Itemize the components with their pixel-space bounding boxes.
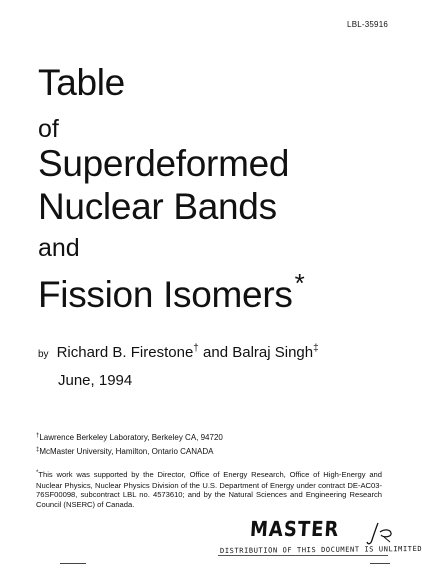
affiliation-mcmaster-mark: ‡ — [36, 447, 40, 453]
master-stamp: MASTER — [249, 517, 340, 542]
affiliation-lbl-mark: † — [36, 433, 40, 439]
title-line-fission-isomers — [38, 268, 305, 315]
funding-footnote-mark: * — [36, 470, 39, 476]
title-line-of: of — [38, 115, 59, 143]
publication-date: June, 1994 — [58, 372, 133, 389]
by-label: by — [38, 349, 49, 360]
title-footnote-mark: * — [294, 268, 305, 298]
handwritten-initials — [364, 520, 394, 548]
affiliation-lbl — [36, 433, 223, 442]
distribution-underline — [218, 555, 388, 556]
affiliation-mcmaster — [36, 447, 213, 456]
scan-mark-left — [60, 563, 86, 564]
title-line-nuclear-bands: Nuclear Bands — [38, 186, 277, 227]
author-firestone-mark: † — [193, 343, 199, 354]
author-line — [38, 344, 319, 361]
distribution-statement: DISTRIBUTION OF THIS DOCUMENT IS UNLIMITED — [219, 544, 422, 556]
title-line-and: and — [38, 234, 80, 262]
title-line-superdeformed: Superdeformed — [38, 143, 290, 184]
funding-footnote — [36, 470, 382, 510]
author-singh-mark: ‡ — [313, 343, 319, 354]
author-firestone: Richard B. Firestone — [56, 344, 194, 361]
affiliation-lbl-text: Lawrence Berkeley Laboratory, Berkeley CA, 94720 — [39, 433, 223, 442]
author-connector: and — [198, 344, 233, 361]
report-number: LBL-35916 — [347, 20, 388, 29]
title-fission-isomers-text: Fission Isomers — [38, 274, 293, 315]
scan-mark-right — [370, 563, 390, 564]
funding-footnote-text: This work was supported by the Director, Office of Energy Research, Office of High-Energy and Nuclear Physics, Nuclear Physics Division of the U.S. Department of Energy under contract DE-AC03-76SF00098, subcontract LBL no. 4573610; and by the Natural Sciences and Engineering Research Council (NSERC) of Canada. — [36, 470, 382, 510]
author-singh: Balraj Singh — [232, 344, 314, 361]
affiliation-mcmaster-text: McMaster University, Hamilton, Ontario CANADA — [39, 447, 214, 456]
title-line-table: Table — [38, 62, 125, 103]
